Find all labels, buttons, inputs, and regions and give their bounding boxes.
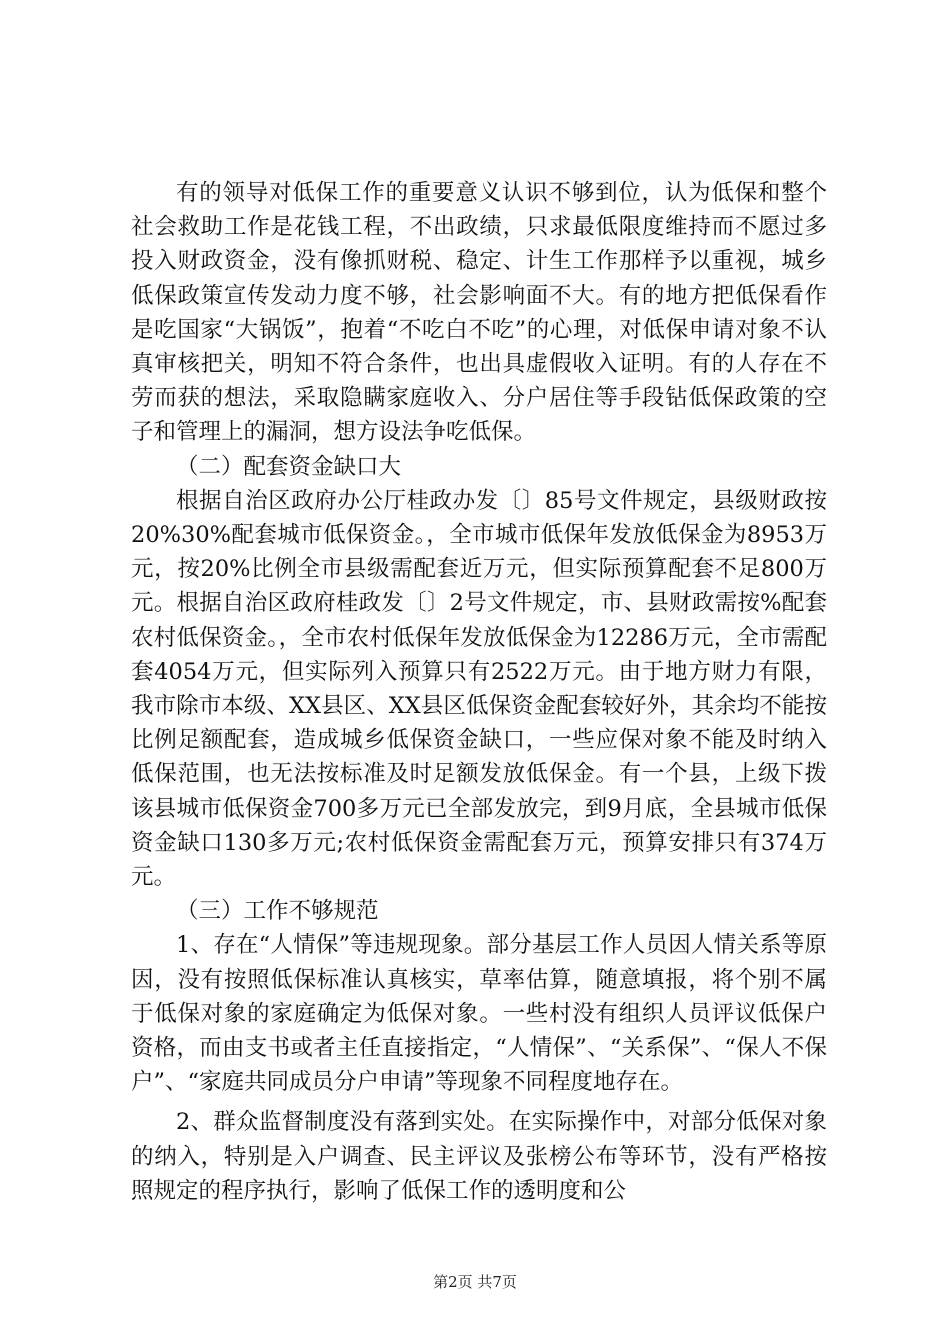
document-body — [131, 176, 827, 1208]
page-footer: 第2页 共7页 — [433, 1273, 517, 1291]
paragraph-favoritism: 1、存在“人情保”等违规现象。部分基层工作人员因人情关系等原因，没有按照低保标准认真核实，草率估算，随意填报，将个别不属于低保对象的家庭确定为低保对象。一些村没有组织人员评议低保户资格，而由支书或者主任直接指定，“人情保”、“关系保”、“保人不保户”、“家庭共同成员分户申请”等现象不同程度地存在。 — [131, 932, 827, 1096]
section-heading-work-not-standardized: （三）工作不够规范 — [176, 898, 379, 925]
paragraph-public-supervision: 2、群众监督制度没有落到实处。在实际操作中，对部分低保对象的纳入，特别是入户调查、民主评议及张榜公布等环节，没有严格按照规定的程序执行，影响了低保工作的透明度和公 — [131, 1109, 827, 1204]
section-heading-funding-gap: （二）配套资金缺口大 — [176, 453, 402, 480]
paragraph-funding-gap: 根据自治区政府办公厅桂政办发〔〕85号文件规定，县级财政按20%30%配套城市低保资金。，全市城市低保年发放低保金为8953万元，按20%比例全市县级需配套近万元，但实际预算配套不足800万元。根据自治区政府桂政发〔〕2号文件规定，市、县财政需按%配套农村低保资金。，全市农村低保年发放低保金为12286万元，全市需配套4054万元，但实际列入预算只有2522万元。由于地方财力有限，我市除市本级、XX县区、XX县区低保资金配套较好外，其余均不能按比例足额配套，造成城乡低保资金缺口，一些应保对象不能及时纳入低保范围，也无法按标准及时足额发放低保金。有一个县，上级下拨该县城市低保资金700多万元已全部发放完，到9月底，全县城市低保资金缺口130多万元;农村低保资金需配套万元，预算安排只有374万元。 — [131, 487, 827, 891]
paragraph-leadership-awareness: 有的领导对低保工作的重要意义认识不够到位，认为低保和整个社会救助工作是花钱工程，不出政绩，只求最低限度维持而不愿过多投入财政资金，没有像抓财税、稳定、计生工作那样予以重视，城乡低保政策宣传发动力度不够，社会影响面不大。有的地方把低保看作是吃国家“大锅饭”，抱着“不吃白不吃”的心理，对低保申请对象不认真审核把关，明知不符合条件，也出具虚假收入证明。有的人存在不劳而获的想法，采取隐瞒家庭收入、分户居住等手段钻低保政策的空子和管理上的漏洞，想方设法争吃低保。 — [131, 180, 827, 446]
